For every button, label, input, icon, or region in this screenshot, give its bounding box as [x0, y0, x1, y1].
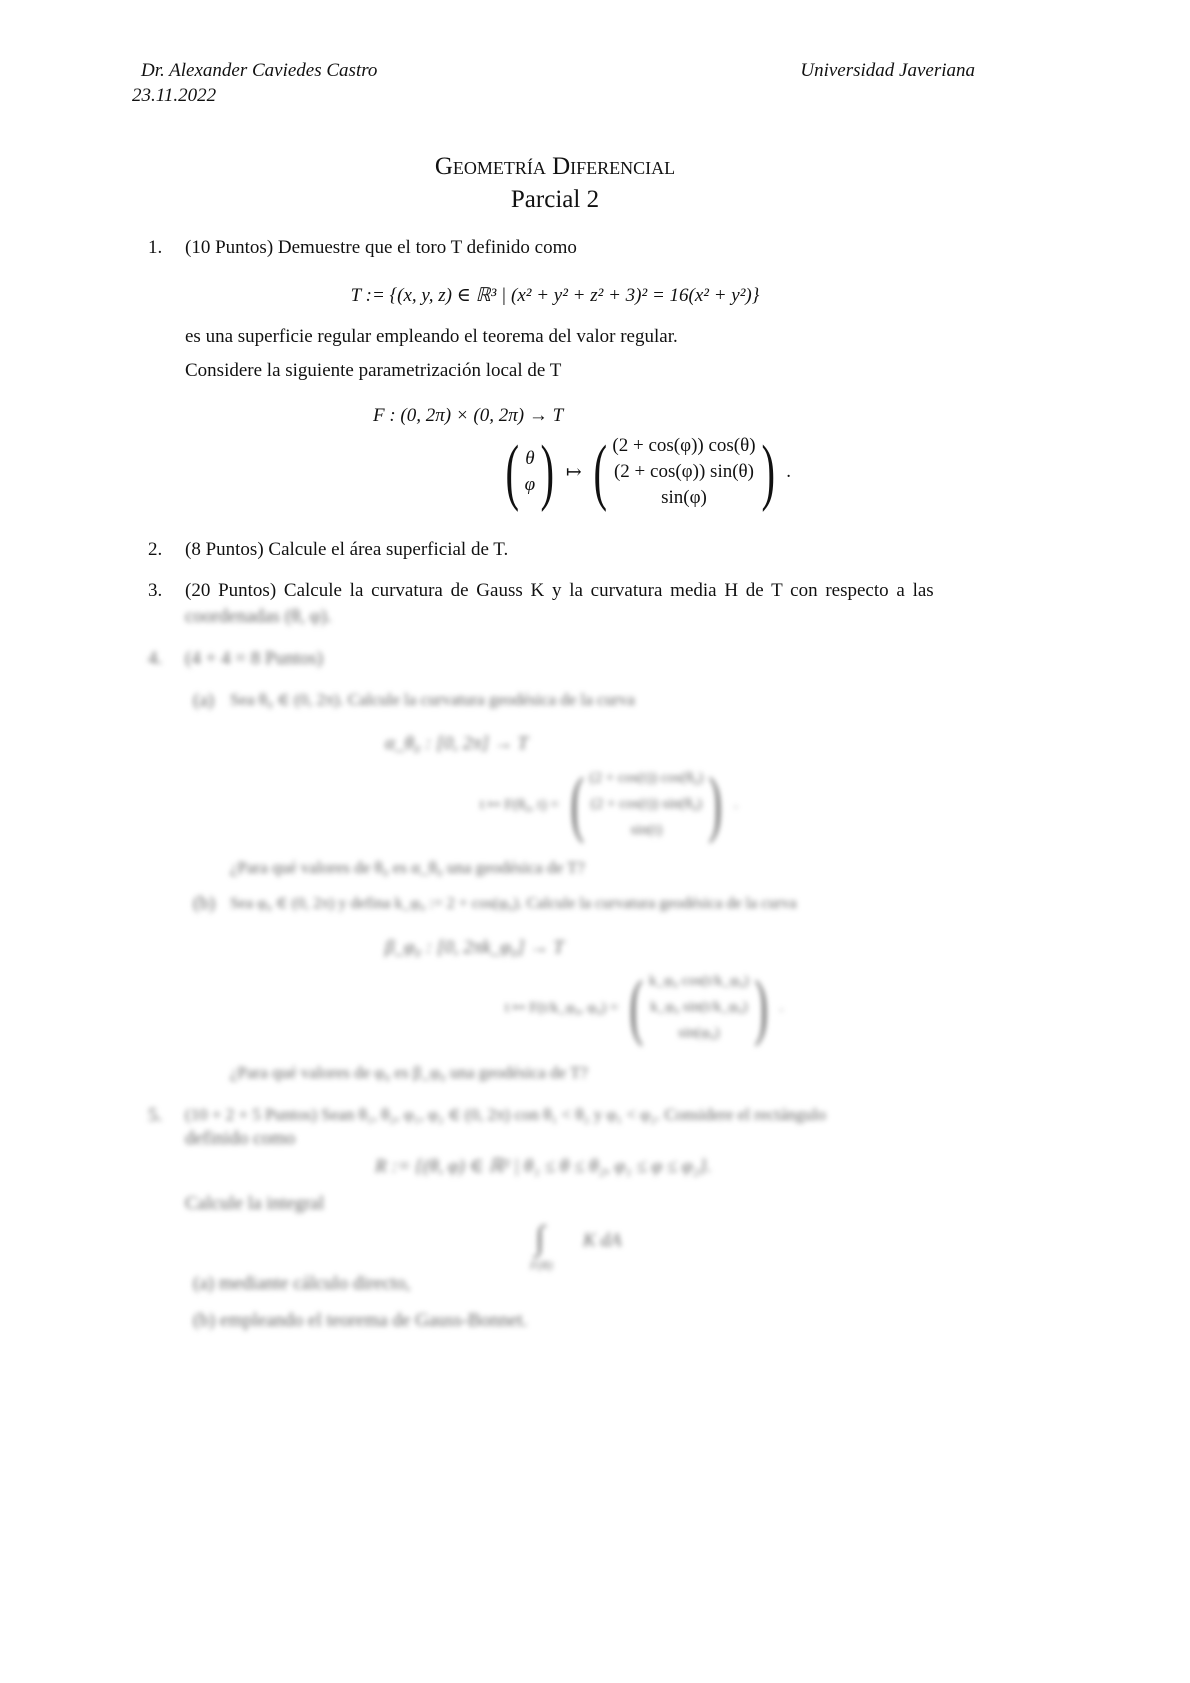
- curve-equation: t ↦ F(θ₀, t) =: [480, 796, 559, 813]
- problem-4-number: 4.: [148, 648, 163, 669]
- problem-4b-text: Sea φ₀ ∈ (0, 2π) y defina k_φ₀ := 2 + cos(φ₀). Calcule la curvatura geodésica de la curva: [230, 895, 797, 912]
- problem-5-text3: Calcule la integral: [185, 1193, 325, 1214]
- problem-4a-formula: t ↦ F(θ₀, t) = ( (2 + cos(t)) cos(θ₀) (2 + cos(t)) sin(θ₀) sin(t) ) .: [480, 763, 738, 845]
- integrand: K dA: [583, 1230, 622, 1251]
- problem-1-text3: Considere la siguiente parametrización local de T: [185, 360, 562, 381]
- problem-1-number: 1.: [148, 237, 163, 258]
- component-x: (2 + cos(φ)) cos(θ): [612, 435, 756, 456]
- theta: θ: [525, 448, 535, 469]
- problem-2-number: 2.: [148, 539, 163, 560]
- problem-1-text2: es una superficie regular empleando el teorema del valor regular.: [185, 326, 678, 347]
- parametrization-formula: ( θ φ ) ↦ ( (2 + cos(φ)) cos(θ) (2 + cos(φ)) sin(θ) sin(φ) ) .: [505, 431, 791, 513]
- torus-definition: T := {(x, y, z) ∈ ℝ³ | (x² + y² + z² + 3)² = 16(x² + y²)}: [350, 285, 760, 306]
- problem-4b-formula: t ↦ F(t/k_φ₀, φ₀) = ( k_φ₀ cos(t/k_φ₀) k_φ₀ sin(t/k_φ₀) sin(φ₀) ) .: [505, 966, 784, 1048]
- integral-sign: ∫: [535, 1220, 545, 1257]
- rectangle-definition: R := {(θ, φ) ∈ ℝ² | θ₁ ≤ θ ≤ θ₂, φ₁ ≤ φ ≤ φ₂}.: [375, 1156, 712, 1177]
- component-y: (2 + cos(φ)) sin(θ): [613, 461, 754, 482]
- document-title: Geometría Diferencial: [434, 153, 676, 180]
- component-z: sin(t): [630, 822, 663, 838]
- document-subtitle: Parcial 2: [510, 186, 600, 213]
- component-x: (2 + cos(t)) cos(θ₀): [589, 770, 704, 786]
- problem-5-number: 5.: [148, 1105, 163, 1126]
- problem-4b-map: β_φ₀ : [0, 2πk_φ₀] → T: [385, 937, 564, 958]
- phi: φ: [524, 474, 536, 495]
- maps-to: ↦: [565, 461, 582, 483]
- parametrization-map: F : (0, 2π) × (0, 2π) → T: [373, 405, 564, 426]
- component-z: sin(φ): [661, 487, 707, 508]
- component-x: k_φ₀ cos(t/k_φ₀): [649, 973, 749, 989]
- problem-4a-label: (a): [193, 690, 215, 711]
- problem-4a-map: α_θ₀ : [0, 2π] → T: [385, 733, 529, 754]
- problem-3-text2: coordenadas (θ, φ).: [185, 606, 332, 627]
- integral-domain: F(R): [530, 1258, 553, 1272]
- period: .: [786, 461, 791, 482]
- problem-4a-text: Sea θ₀ ∈ (0, 2π). Calcule la curvatura geodésica de la curva: [230, 690, 635, 709]
- problem-3-text: (20 Puntos) Calcule la curvatura de Gauss K y la curvatura media H de T con respecto a las: [185, 580, 934, 601]
- problem-3-number: 3.: [148, 580, 163, 601]
- problem-5b: (b) empleando el teorema de Gauss-Bonnet.: [193, 1310, 528, 1331]
- problem-4a-question: ¿Para qué valores de θ₀ es α_θ₀ una geodésica de T?: [230, 858, 585, 877]
- institution: Universidad Javeriana: [800, 60, 975, 81]
- component-y: k_φ₀ sin(t/k_φ₀): [650, 999, 748, 1015]
- problem-4-text: (4 + 4 = 8 Puntos): [185, 648, 324, 669]
- problem-1-text: (10 Puntos) Demuestre que el toro T definido como: [185, 237, 577, 258]
- component-z: sin(φ₀): [678, 1025, 720, 1041]
- problem-4b-label: (b): [193, 893, 216, 914]
- component-y: (2 + cos(t)) sin(θ₀): [590, 796, 703, 812]
- author: Dr. Alexander Caviedes Castro: [141, 60, 378, 81]
- curve-equation: t ↦ F(t/k_φ₀, φ₀) =: [505, 999, 619, 1016]
- date: 23.11.2022: [132, 85, 217, 106]
- problem-5a: (a) mediante cálculo directo,: [193, 1273, 411, 1294]
- problem-5-text2: definido como: [185, 1128, 296, 1149]
- problem-4b-question: ¿Para qué valores de φ₀ es β_φ₀ una geodésica de T?: [230, 1063, 588, 1082]
- problem-2-text: (8 Puntos) Calcule el área superficial de T.: [185, 539, 509, 560]
- problem-5-text: (10 + 2 + 5 Puntos) Sean θ₁, θ₂, φ₁, φ₂ ∈ (0, 2π) con θ₁ < θ₂ y φ₁ < φ₂. Considere el rectángulo: [185, 1105, 826, 1124]
